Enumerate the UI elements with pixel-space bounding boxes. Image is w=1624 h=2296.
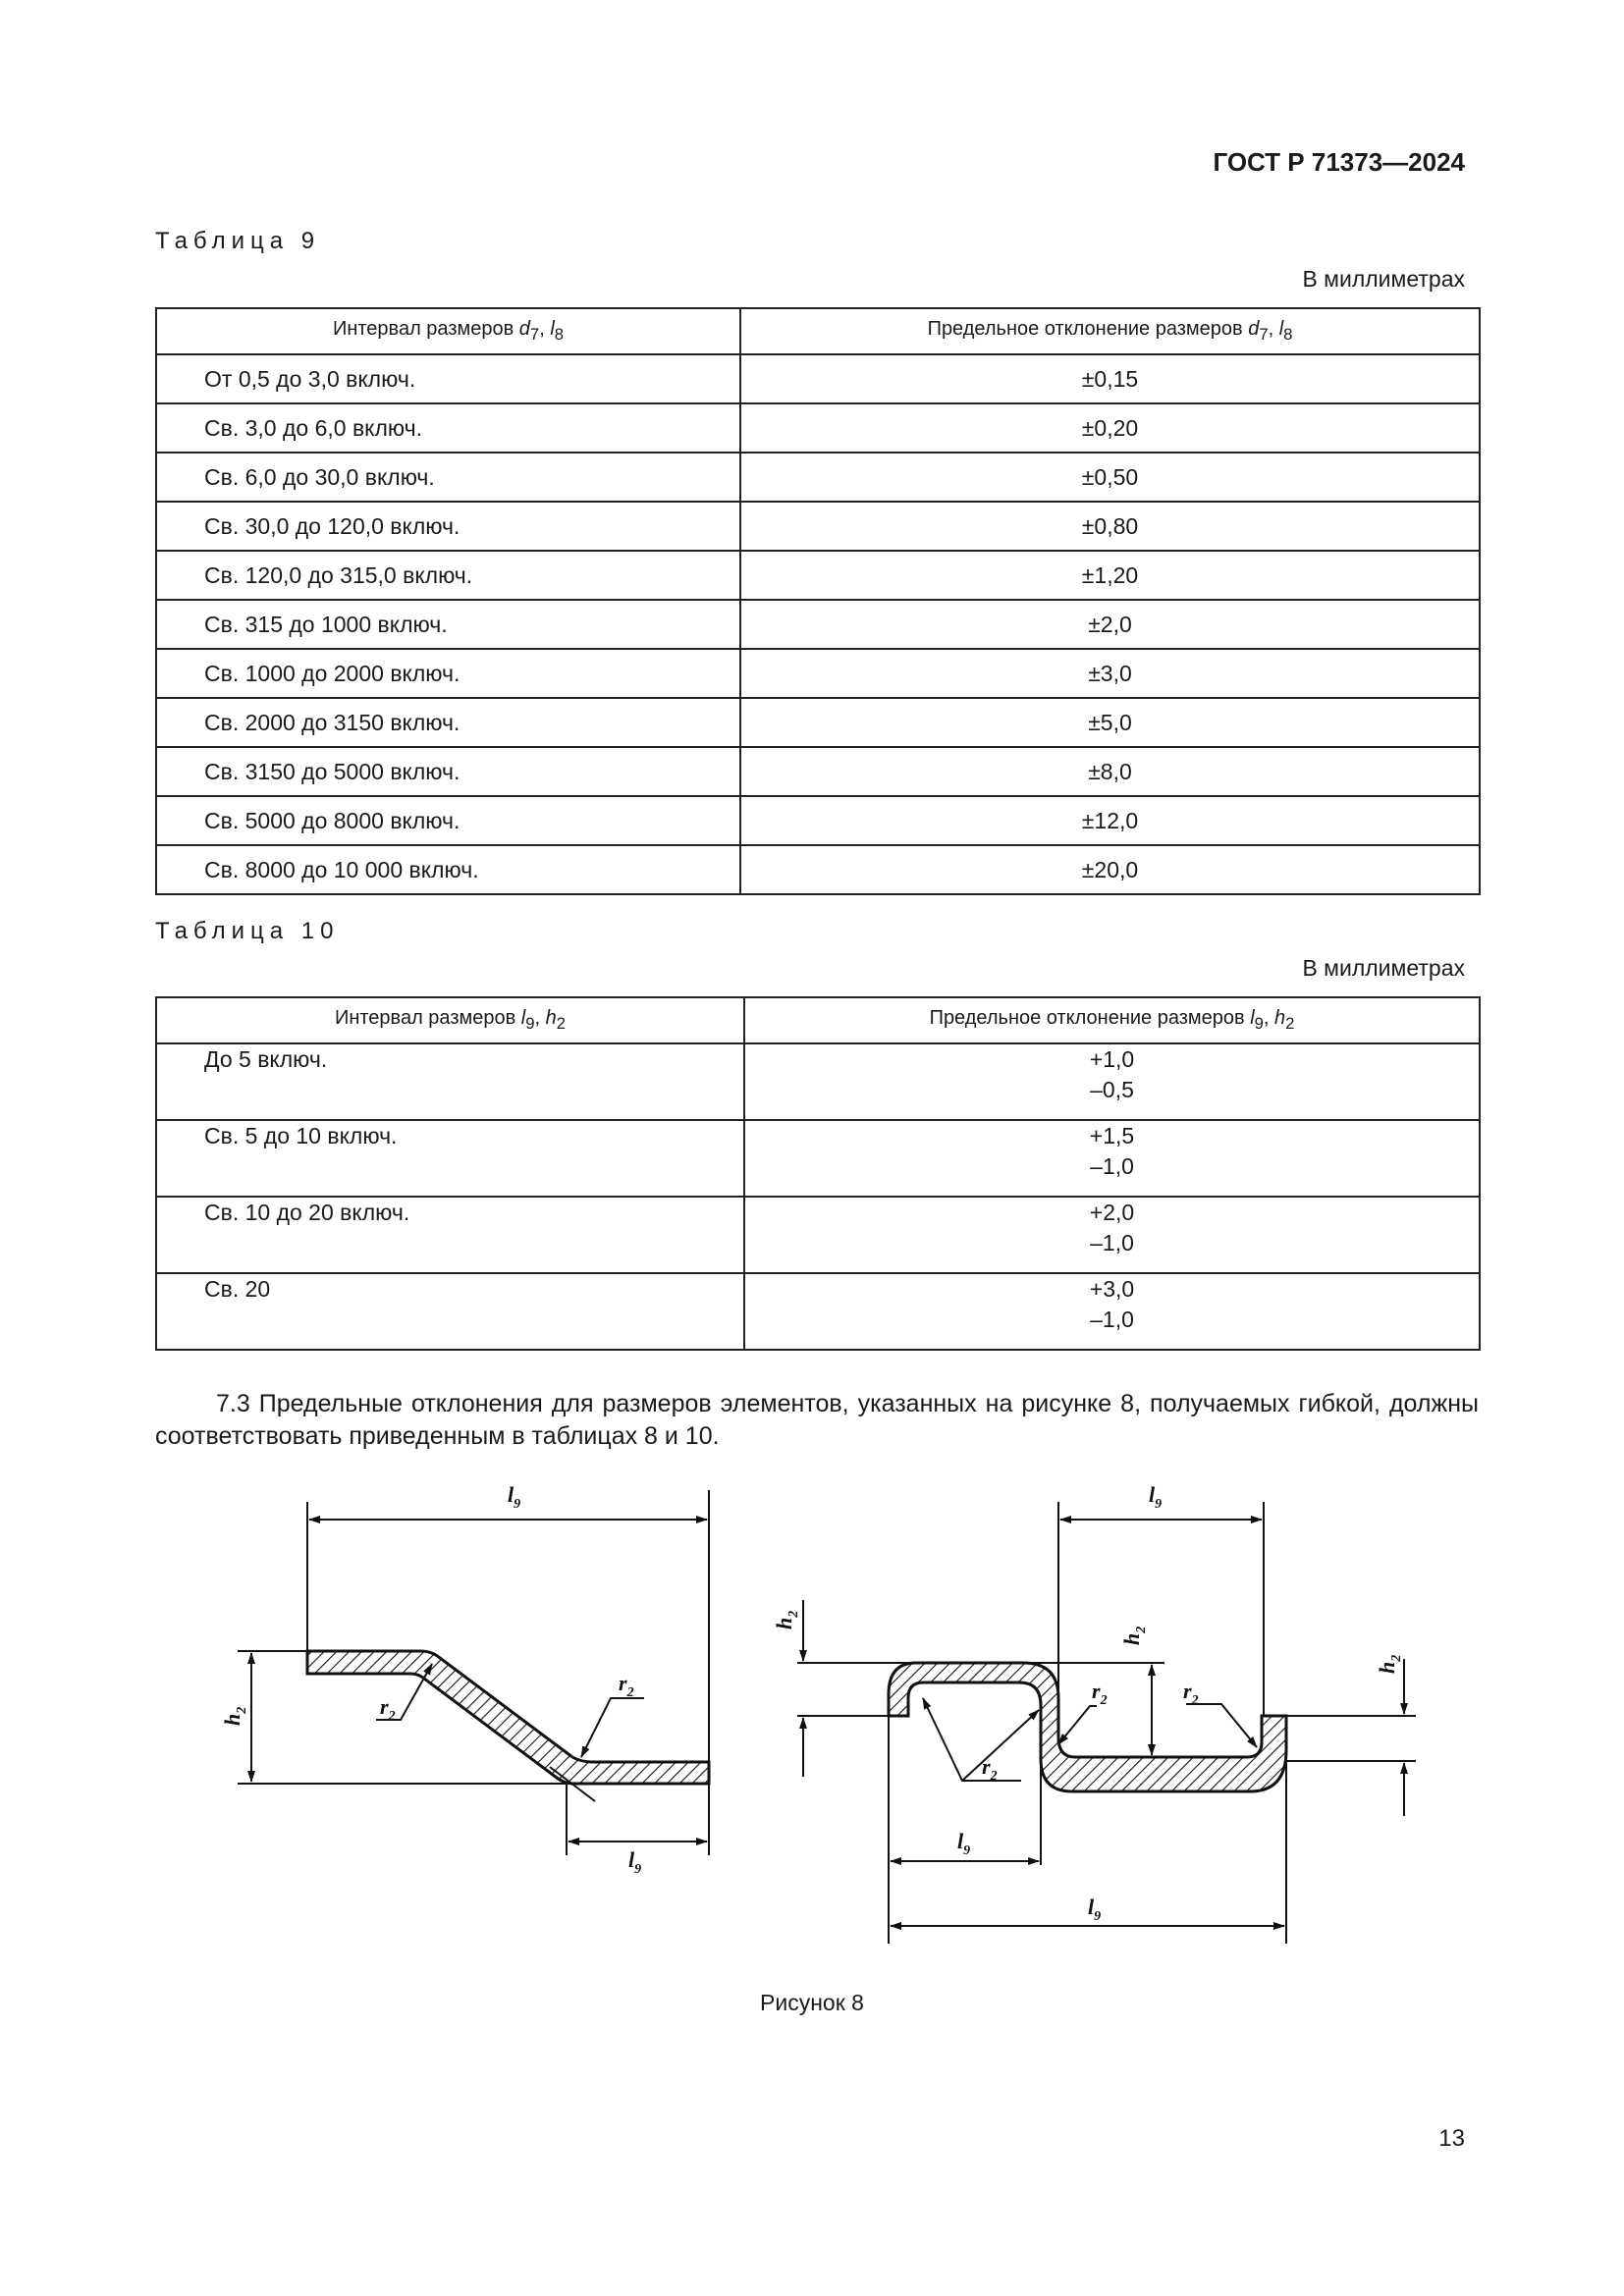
lower-deviation: –1,0 [1090,1230,1134,1255]
label-l9-top-right: $l_9$ [1149,1482,1163,1512]
table9-col1-header: Интервал размеров $d_7$, $l_8$ [156,308,740,354]
table-row [156,649,1480,698]
deviation-cell: ±2,0 [740,600,1480,649]
range-cell: Св. 20 [156,1273,744,1350]
range-cell: Св. 3,0 до 6,0 включ. [156,403,740,453]
table-row [156,551,1480,600]
range-cell: Св. 3150 до 5000 включ. [156,747,740,796]
deviation-cell [744,1120,1480,1197]
label-h2-right-c: $h_2$ [1375,1654,1404,1674]
table10-header-row [156,997,1480,1043]
paragraph-7-3: 7.3 Предельные отклонения для размеров элементов, указанных на рисунке 8, получаемых гибкой, должны соответствовать приведенным в таблицах 8 и 10. [155,1390,1479,1450]
label-r2-right-a: $r_2$ [1092,1679,1108,1708]
table9-header-row [156,308,1480,354]
range-cell: Св. 30,0 до 120,0 включ. [156,502,740,551]
range-cell: Св. 5 до 10 включ. [156,1120,744,1197]
deviation-cell: ±0,50 [740,453,1480,502]
deviation-cell: ±8,0 [740,747,1480,796]
lower-deviation: –1,0 [1090,1153,1134,1179]
page-number: 13 [1438,2125,1465,2152]
figure-8-drawing [0,1463,1624,1983]
figure-8-left [238,1490,709,1855]
upper-deviation: +1,5 [1089,1123,1135,1148]
range-cell: Св. 120,0 до 315,0 включ. [156,551,740,600]
table-row [156,796,1480,845]
label-l9-top: $l_9$ [508,1482,521,1512]
table10-caption: Таблица 10 [155,918,340,944]
figure-caption: Рисунок 8 [760,1990,864,2015]
label-l9-bottom: $l_9$ [628,1847,642,1877]
table-row [156,453,1480,502]
table10-col2-header: Предельное отклонение размеров $l_9$, $h_2$ [744,997,1480,1043]
range-cell: Св. 10 до 20 включ. [156,1197,744,1273]
label-l9-mid-right: $l_9$ [957,1829,971,1858]
table-row [156,1043,1480,1120]
upper-deviation: +2,0 [1089,1200,1135,1225]
label-r2-right-c: $r_2$ [982,1754,998,1784]
range-cell: От 0,5 до 3,0 включ. [156,354,740,403]
range-cell: Св. 2000 до 3150 включ. [156,698,740,747]
upper-deviation: +3,0 [1089,1276,1135,1302]
upper-deviation: +1,0 [1089,1046,1135,1072]
table10-units: В миллиметрах [1302,955,1465,981]
table-row [156,1273,1480,1350]
table10-col1-header: Интервал размеров $l_9$, $h_2$ [156,997,744,1043]
document-header: ГОСТ Р 71373—2024 [1213,147,1465,177]
deviation-cell: ±0,80 [740,502,1480,551]
table9-caption: Таблица 9 [155,228,321,254]
table9 [155,307,1481,895]
label-h2-left: $h_2$ [220,1706,249,1726]
label-l9-bottom-right: $l_9$ [1088,1895,1102,1924]
deviation-cell: ±12,0 [740,796,1480,845]
deviation-cell: ±0,15 [740,354,1480,403]
table9-col2-header: Предельное отклонение размеров $d_7$, $l_8$ [740,308,1480,354]
deviation-cell [744,1273,1480,1350]
table-row [156,845,1480,894]
table9-units: В миллиметрах [1302,266,1465,292]
table-row [156,1197,1480,1273]
label-h2-right-a: $h_2$ [772,1610,801,1629]
range-cell: Св. 6,0 до 30,0 включ. [156,453,740,502]
table-row [156,698,1480,747]
label-r2-left: $r_2$ [380,1694,396,1724]
deviation-cell [744,1043,1480,1120]
deviation-cell: ±1,20 [740,551,1480,600]
label-r2-right: $r_2$ [619,1671,634,1700]
lower-deviation: –0,5 [1090,1077,1134,1102]
range-cell: До 5 включ. [156,1043,744,1120]
table10 [155,996,1481,1351]
label-h2-right-b: $h_2$ [1119,1626,1149,1645]
label-r2-right-b: $r_2$ [1183,1679,1199,1708]
table-row [156,1120,1480,1197]
table-row [156,354,1480,403]
table-row [156,403,1480,453]
range-cell: Св. 315 до 1000 включ. [156,600,740,649]
lower-deviation: –1,0 [1090,1307,1134,1332]
figure-8-right [797,1502,1416,1944]
deviation-cell: ±0,20 [740,403,1480,453]
range-cell: Св. 1000 до 2000 включ. [156,649,740,698]
deviation-cell: ±5,0 [740,698,1480,747]
deviation-cell: ±20,0 [740,845,1480,894]
table-row [156,747,1480,796]
range-cell: Св. 5000 до 8000 включ. [156,796,740,845]
deviation-cell [744,1197,1480,1273]
range-cell: Св. 8000 до 10 000 включ. [156,845,740,894]
table-row [156,502,1480,551]
table-row [156,600,1480,649]
deviation-cell: ±3,0 [740,649,1480,698]
